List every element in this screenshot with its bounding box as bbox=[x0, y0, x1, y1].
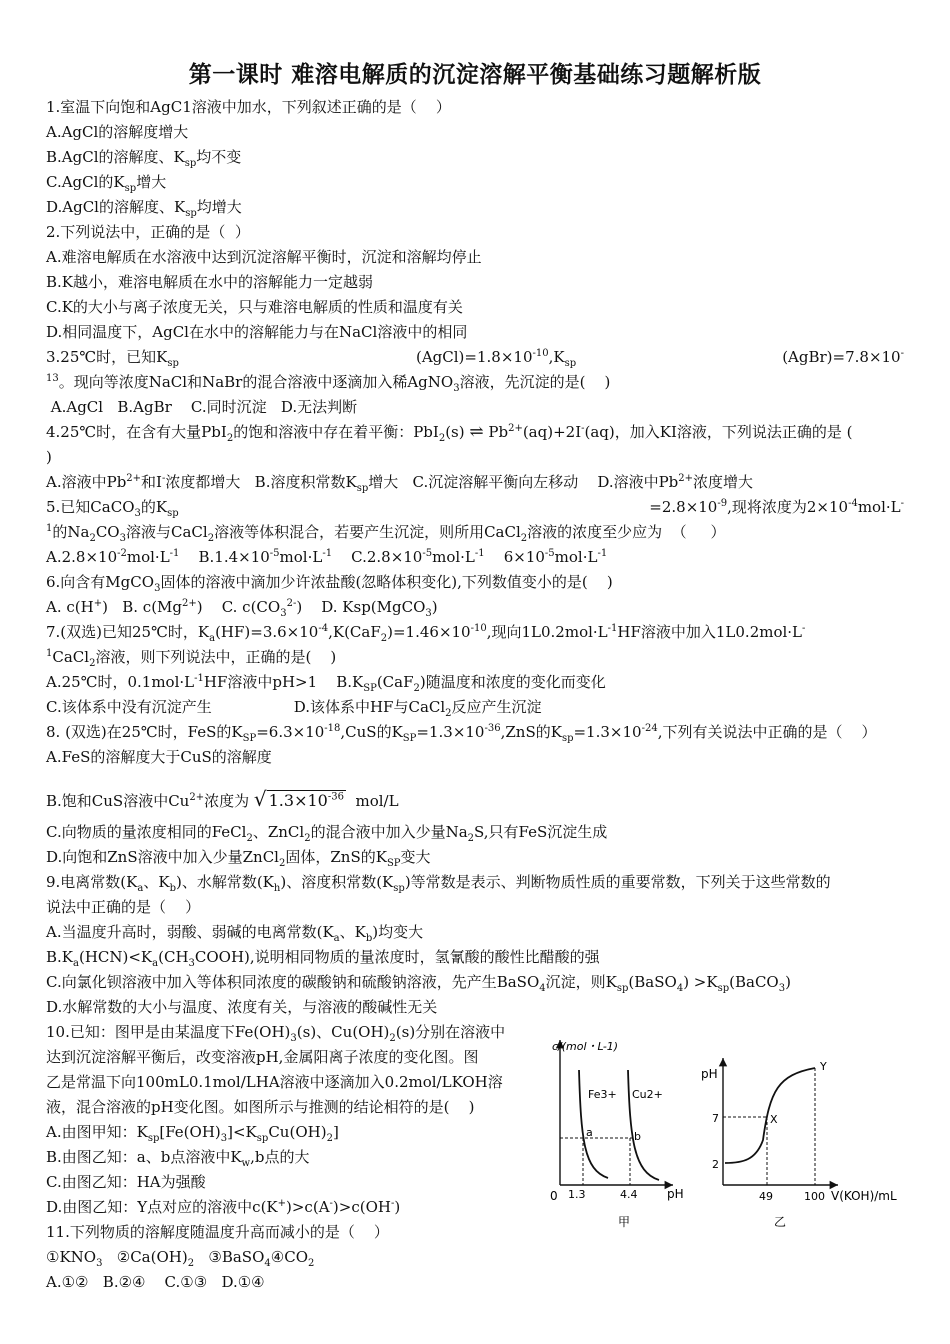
question-10-option-b: B.由图乙知：a、b点溶液中$K_w,b$点的大 bbox=[46, 1148, 310, 1169]
figures-svg bbox=[538, 1030, 910, 1235]
question-10-figures bbox=[538, 1030, 910, 1235]
jia-point-a: a bbox=[586, 1126, 593, 1139]
jia-label-fe: Fe3+ bbox=[588, 1088, 617, 1101]
question-1-option-c: C.AgCl的$K_{sp}$增大 bbox=[46, 173, 167, 194]
question-10-cont-1: 达到沉淀溶解平衡后，改变溶液pH,金属阳离子浓度的变化图。图 bbox=[46, 1048, 479, 1066]
question-9-cont: 说法中正确的是（ ） bbox=[46, 898, 201, 916]
question-7: 7.(双选)已知25℃时，$K_a(HF)=3.6\times 10^{-4},K(CaF_2)=1.46\times 10^{-10}$,现向$1L0.2mol\cdot L^{-1}HF$溶液中加入1L0.2mol·L- bbox=[46, 623, 806, 644]
question-10-cont-2: 乙是常温下向100mL0.1mol/LHA溶液中逐滴加入0.2mol/LKOH溶 bbox=[46, 1073, 503, 1091]
question-1-option-d: D.AgCl的溶解度、$K_{sp}$均增大 bbox=[46, 198, 242, 219]
question-9-option-d: D.水解常数的大小与温度、浓度有关，与溶液的酸碱性无关 bbox=[46, 998, 438, 1016]
question-8-option-b: B.饱和CuS溶液中$Cu^{2+}$浓度为 √ $1.3\times 10^{-36}$ mol/L bbox=[46, 787, 399, 811]
question-9-option-c: C.向氯化钡溶液中加入等体积同浓度的碳酸钠和硫酸钠溶液，先产生BaSO$_4$沉淀，则$K_{sp}(BaSO_4)$ $>K_{sp}(BaCO_3)$ bbox=[46, 973, 791, 994]
yi-ytick-7: 7 bbox=[712, 1112, 719, 1125]
question-7-options-cd: C.该体系中没有沉淀产生 D.该体系中HF与CaCl$_2$反应产生沉淀 bbox=[46, 698, 542, 719]
question-8-option-d: D.向饱和ZnS溶液中加入少量ZnCl$_2$固体，ZnS的$K_{SP}$变大 bbox=[46, 848, 431, 869]
question-8-option-a: A.FeS的溶解度大于CuS的溶解度 bbox=[46, 748, 272, 766]
question-11-options: A.①② B.②④ C.①③ D.①④ bbox=[46, 1273, 265, 1291]
question-8: 8. (双选)在25℃时，FeS的$K_{SP}=6.3\times 10^{-18},CuS$的$K_{SP}=1.3\times 10^{-36},ZnS$的$K_{sp}=1.3\times 10^{-24}$,下列有关说法中正确的是（ ） bbox=[46, 723, 877, 744]
figure-jia bbox=[550, 1040, 684, 1229]
question-4-cont: ) bbox=[46, 448, 52, 466]
question-2: 2.下列说法中，正确的是（ ） bbox=[46, 223, 250, 241]
question-7-cont: $^1$CaCl$_2$溶液，则下列说法中，正确的是( ) bbox=[46, 648, 337, 669]
jia-curve-fe bbox=[579, 1070, 608, 1178]
figure-yi bbox=[701, 1058, 897, 1229]
question-4-options: A.溶液中$Pb^{2+}$和I-浓度都增大 B.溶度积常数$K_{sp}$增大 C.沉淀溶解平衡向左移动 D.溶液中$Pb^{2+}$浓度增大 bbox=[46, 473, 754, 494]
question-1-option-a: A.AgCl的溶解度增大 bbox=[46, 123, 189, 141]
yi-point-y: Y bbox=[820, 1060, 827, 1073]
question-5: 5.已知CaCO$_3$的$K_{sp}$ $=2.8\times 10^{-9}$,现将浓度为$2\times 10^{-4}mol\cdot L^-$ bbox=[46, 498, 904, 519]
question-10-option-c: C.由图乙知：HA为强酸 bbox=[46, 1173, 206, 1191]
yi-caption: 乙 bbox=[774, 1215, 787, 1229]
question-5-cont: $^1$的$Na_2CO_3$溶液与CaCl$_2$溶液等体积混合，若要产生沉淀，则所用CaCl$_2$溶液的浓度至少应为 （ ） bbox=[46, 523, 726, 544]
question-2-option-c: C.K的大小与离子浓度无关，只与难溶电解质的性质和温度有关 bbox=[46, 298, 463, 316]
jia-tick-1: 1.3 bbox=[568, 1188, 586, 1201]
question-2-option-d: D.相同温度下，AgCl在水中的溶解能力与在NaCl溶液中的相同 bbox=[46, 323, 468, 341]
question-11: 11.下列物质的溶解度随温度升高而减小的是（ ） bbox=[46, 1223, 389, 1241]
yi-xtick-49: 49 bbox=[759, 1190, 773, 1203]
jia-ylabel: c/(mol・L-1) bbox=[552, 1040, 619, 1053]
question-10-option-a: A.由图甲知：$K_{sp}[Fe(OH)_3]<K_{sp}Cu(OH)_2$] bbox=[46, 1123, 339, 1144]
question-10-cont-3: 液，混合溶液的pH变化图。如图所示与推测的结论相符的是( ) bbox=[46, 1098, 475, 1116]
question-4: 4.25℃时，在含有大量PbI$_2$的饱和溶液中存在着平衡：PbI$_2$(s) ⇌ $Pb^{2+}(aq)+2I^-(aq)$，加入KI溶液，下列说法正确的是 ( bbox=[46, 422, 853, 444]
jia-caption: 甲 bbox=[618, 1215, 631, 1229]
question-10-option-d: D.由图乙知：Y点对应的溶液中c(K+)>c(A-)>c(OH-) bbox=[46, 1198, 401, 1216]
jia-xlabel: pH bbox=[667, 1187, 684, 1201]
jia-label-cu: Cu2+ bbox=[632, 1088, 663, 1101]
question-1: 1.室温下向饱和AgC1溶液中加水，下列叙述正确的是（ ） bbox=[46, 98, 451, 116]
question-11-items: $①KNO_3$ $②Ca(OH)_2$ $③BaSO_4④CO_2$ bbox=[46, 1248, 315, 1269]
jia-curve-cu bbox=[628, 1070, 659, 1180]
question-5-options: $A.2.8\times 10^{-2}mol\cdot L^{-1}$ $B.1.4\times 10^{-5}mol\cdot L^{-1}$ $C.2.8\times 10^{-5}mol\cdot L^{-1}$ $6\times 10^{-5}mol\cdot L^{-1}$ bbox=[46, 548, 608, 566]
jia-origin: 0 bbox=[550, 1189, 558, 1203]
yi-xlabel: V(KOH)/mL bbox=[831, 1189, 897, 1203]
question-1-option-b: B.AgCl的溶解度、$K_{sp}$均不变 bbox=[46, 148, 242, 169]
question-3: 3.25℃时，已知$K_{sp}$ $(AgCl)=1.8\times 10^{-10},K_{sp}$ (AgBr)=7.8×10- bbox=[46, 348, 904, 369]
jia-tick-2: 4.4 bbox=[620, 1188, 638, 1201]
question-2-option-b: B.K越小，难溶电解质在水中的溶解能力一定越弱 bbox=[46, 273, 373, 291]
question-6: 6.向含有MgCO$_3$固体的溶液中滴加少许浓盐酸(忽略体积变化),下列数值变小的是( ) bbox=[46, 573, 613, 594]
question-9-option-a: A.当温度升高时，弱酸、弱碱的电离常数($K_a$、$K_b$)均变大 bbox=[46, 923, 424, 944]
question-10: 10.已知：图甲是由某温度下$Fe(OH)_3(s)$、$Cu(OH)_2(s)$分别在溶液中 bbox=[46, 1023, 506, 1044]
yi-point-x: X bbox=[770, 1113, 778, 1126]
yi-ylabel: pH bbox=[701, 1067, 718, 1081]
question-3-cont: $^{13}$。现向等浓度NaCl和NaBr的混合溶液中逐滴加入稀AgNO$_3$溶液，先沉淀的是( ) bbox=[46, 373, 611, 394]
question-6-options: A. c(H+) B. $c(Mg^{2+})$ C. $c(CO_3^{2-})$ D. Ksp(MgCO$_3$) bbox=[46, 598, 438, 619]
question-8-option-c: C.向物质的量浓度相同的FeCl$_2$、ZnCl$_2$的混合液中加入少量$Na_2S$,只有FeS沉淀生成 bbox=[46, 823, 608, 844]
yi-xtick-100: 100 bbox=[804, 1190, 825, 1203]
question-9-option-b: $B.K_a(HCN)<K_a(CH_3COOH)$,说明相同物质的量浓度时，氢氰酸的酸性比醋酸的强 bbox=[46, 948, 600, 969]
question-2-option-a: A.难溶电解质在水溶液中达到沉淀溶解平衡时，沉淀和溶解均停止 bbox=[46, 248, 482, 266]
jia-point-b: b bbox=[634, 1130, 641, 1143]
page-title: 第一课时 难溶电解质的沉淀溶解平衡基础练习题解析版 bbox=[188, 62, 762, 88]
question-3-options: A.AgCl B.AgBr C.同时沉淀 D.无法判断 bbox=[46, 398, 358, 416]
yi-ytick-2: 2 bbox=[712, 1158, 719, 1171]
question-7-options-ab: A.25℃时，$0.1mol\cdot L^{-1}HF$溶液中pH>1 $B.K_{SP}(CaF_2)$随温度和浓度的变化而变化 bbox=[46, 673, 606, 694]
question-9: 9.电离常数($K_a$、$K_b$)、水解常数$(K_h)$、溶度积常数$(K_{sp})$等常数是表示、判断物质性质的重要常数，下列关于这些常数的 bbox=[46, 873, 831, 894]
